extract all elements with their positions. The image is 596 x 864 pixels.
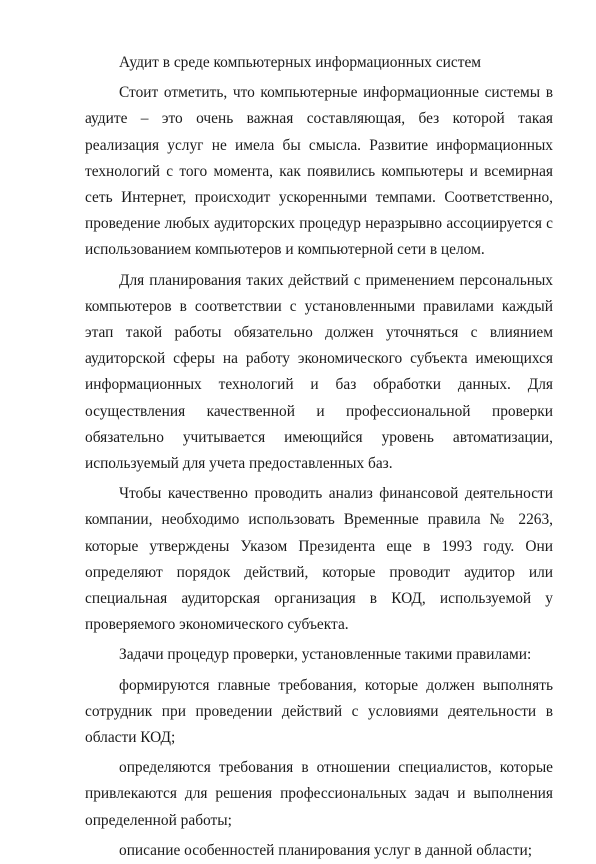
section-heading: Аудит в среде компьютерных информационных систем [119,54,482,71]
paragraph: Чтобы качественно проводить анализ финансовой деятельности компании, необходимо использовать Временные правила № 2263, которые утверждены Указом Президента еще в 1993 году. Они определяют порядок действий, которые проводит аудитор или специальная аудиторская организация в КОД, используемой у проверяемого экономического субъекта. [85,485,553,634]
list-item: описание особенностей планирования услуг в данной области; [119,841,532,859]
list-item: формируются главные требования, которые должен выполнять сотрудник при проведении действий с условиями деятельности в области КОД; [85,676,553,747]
paragraph: Стоит отметить, что компьютерные информационные системы в аудите – это очень важная составляющая, без которой такая реализация услуг не имела бы смысла. Развитие информационных технологий с того момента, как появились компьютеры и всемирная сеть Интернет, происходит ускоренными темпами. Соответственно, проведение любых аудиторских процедур неразрывно ассоциируется с использованием компьютеров и компьютерной сети в целом. [85,84,553,259]
paragraph: Для планирования таких действий с применением персональных компьютеров в соответствии с установленными правилами каждый этап такой работы обязательно должен уточняться с влиянием аудиторской сферы на работу экономического субъекта имеющихся информационных технологий и баз обработки данных. Для осуществления качественной и профессиональной проверки обязательно учитывается имеющийся уровень автоматизации, используемый для учета предоставленных баз. [85,271,553,473]
list-item: определяются требования в отношении специалистов, которые привлекаются для решения профессиональных задач и выполнения определенной работы; [85,759,553,829]
paragraph: Задачи процедур проверки, установленные такими правилами: [119,646,532,664]
